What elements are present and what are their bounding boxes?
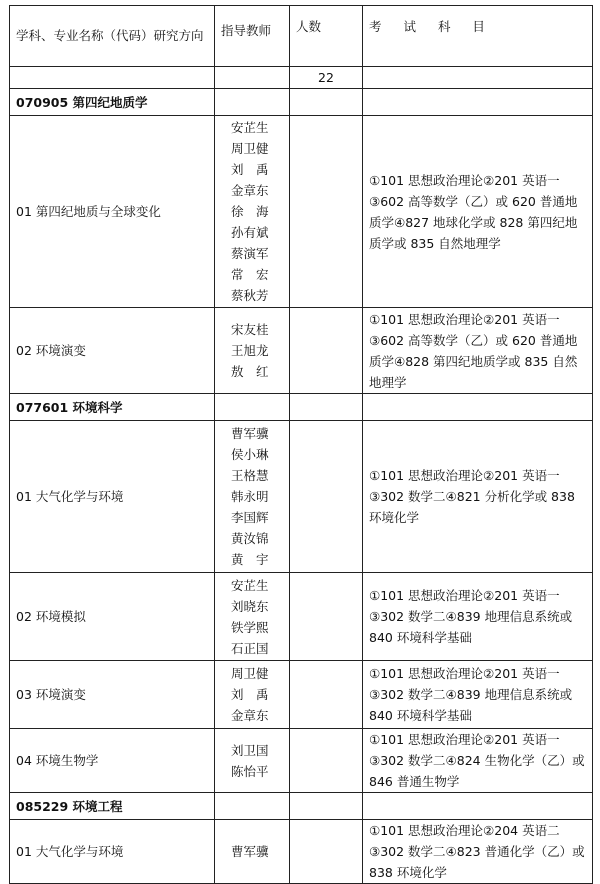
teacher-name: 金章东: [231, 183, 269, 198]
exam-subjects: ①101 思想政治理论②201 英语一③302 数学二④821 分析化学或 838 环境化学: [363, 421, 593, 573]
teacher-name: 王旭龙: [231, 343, 269, 358]
teacher-name: 宋友桂: [231, 322, 269, 337]
section-empty-cell: [215, 793, 290, 820]
section-empty-cell: [363, 793, 593, 820]
teacher-name: 周卫健: [231, 666, 269, 681]
teacher-list: [215, 116, 290, 308]
exam-subjects: ①101 思想政治理论②201 英语一③302 数学二④824 生物化学（乙）或 846 普通生物学: [363, 729, 593, 793]
direction-row: [10, 116, 593, 308]
section-row: [10, 89, 593, 116]
exam-subjects: ①101 思想政治理论②201 英语一③302 数学二④839 地理信息系统或 840 环境科学基础: [363, 573, 593, 661]
section-empty-cell: [363, 89, 593, 116]
teacher-name: 敖 红: [231, 364, 269, 379]
teacher-name: 陈怡平: [231, 763, 269, 779]
teacher-list: [215, 661, 290, 729]
total-direction-cell: [10, 67, 215, 89]
header-count: 人数: [290, 6, 363, 67]
count-cell: [290, 421, 363, 573]
header-row: [10, 6, 593, 67]
direction-name: 01 第四纪地质与全球变化: [10, 116, 215, 308]
total-subjects-cell: [363, 67, 593, 89]
count-cell: [290, 729, 363, 793]
teacher-name: 黄 宇: [231, 552, 269, 567]
teacher-list: [215, 573, 290, 661]
exam-subjects: ①101 思想政治理论②201 英语一③602 高等数学（乙）或 620 普通地质学④828 第四纪地质学或 835 自然地理学: [363, 308, 593, 394]
teacher-name: 铁学熙: [231, 619, 269, 635]
section-title: 077601 环境科学: [10, 394, 215, 421]
teacher-list: [215, 421, 290, 573]
count-cell: [290, 661, 363, 729]
section-title: 085229 环境工程: [10, 793, 215, 820]
teacher-name: 刘 禹: [231, 162, 269, 177]
teacher-name: 刘卫国: [231, 742, 269, 758]
total-row: [10, 67, 593, 89]
teacher-name: 刘晓东: [231, 598, 269, 614]
exam-subjects: ①101 思想政治理论②204 英语二③302 数学二④823 普通化学（乙）或 838 环境化学: [363, 820, 593, 884]
teacher-name: 刘 禹: [231, 687, 269, 702]
section-empty-cell: [290, 394, 363, 421]
teacher-name: 黄汝锦: [231, 531, 269, 546]
section-empty-cell: [215, 394, 290, 421]
teacher-name: 孙有斌: [231, 225, 269, 240]
direction-name: 01 大气化学与环境: [10, 820, 215, 884]
header-teachers: 指导教师: [215, 6, 290, 67]
section-empty-cell: [363, 394, 593, 421]
exam-subjects: ①101 思想政治理论②201 英语一③302 数学二④839 地理信息系统或 840 环境科学基础: [363, 661, 593, 729]
section-empty-cell: [290, 793, 363, 820]
teacher-name: 蔡秋芳: [231, 288, 269, 303]
count-cell: [290, 573, 363, 661]
teacher-name: 王格慧: [231, 468, 269, 483]
teacher-name: 曹军骥: [231, 426, 269, 441]
direction-row: [10, 820, 593, 884]
teacher-list: [215, 308, 290, 394]
teacher-name: 安芷生: [231, 120, 269, 135]
count-cell: [290, 308, 363, 394]
teacher-list: [215, 729, 290, 793]
direction-row: [10, 729, 593, 793]
direction-row: [10, 573, 593, 661]
section-row: [10, 394, 593, 421]
teacher-name: 安芷生: [231, 577, 269, 593]
section-row: [10, 793, 593, 820]
direction-row: [10, 661, 593, 729]
teacher-name: 金章东: [231, 708, 269, 723]
section-empty-cell: [290, 89, 363, 116]
section-title: 070905 第四纪地质学: [10, 89, 215, 116]
count-cell: [290, 820, 363, 884]
teacher-name: 徐 海: [231, 204, 269, 219]
teacher-name: 曹军骥: [231, 844, 269, 859]
direction-name: 03 环境演变: [10, 661, 215, 729]
exam-subjects: ①101 思想政治理论②201 英语一③602 高等数学（乙）或 620 普通地质学④827 地球化学或 828 第四纪地质学或 835 自然地理学: [363, 116, 593, 308]
header-subjects: [363, 6, 593, 67]
section-empty-cell: [215, 89, 290, 116]
direction-row: [10, 308, 593, 394]
teacher-name: 蔡演军: [231, 246, 269, 261]
admission-table: [9, 5, 593, 884]
teacher-name: 韩永明: [231, 489, 269, 504]
teacher-name: 李国辉: [231, 510, 269, 525]
direction-name: 01 大气化学与环境: [10, 421, 215, 573]
teacher-name: 石正国: [231, 640, 269, 656]
count-cell: [290, 116, 363, 308]
total-teachers-cell: [215, 67, 290, 89]
direction-name: 02 环境演变: [10, 308, 215, 394]
teacher-list: [215, 820, 290, 884]
teacher-name: 周卫健: [231, 141, 269, 156]
direction-name: 04 环境生物学: [10, 729, 215, 793]
header-subjects-text: 考 试 科 目: [369, 19, 494, 34]
direction-name: 02 环境模拟: [10, 573, 215, 661]
teacher-name: 侯小琳: [231, 447, 269, 462]
total-count: 22: [290, 67, 363, 89]
teacher-name: 常 宏: [231, 267, 269, 282]
direction-row: [10, 421, 593, 573]
header-direction: 学科、专业名称（代码）研究方向: [10, 6, 215, 67]
